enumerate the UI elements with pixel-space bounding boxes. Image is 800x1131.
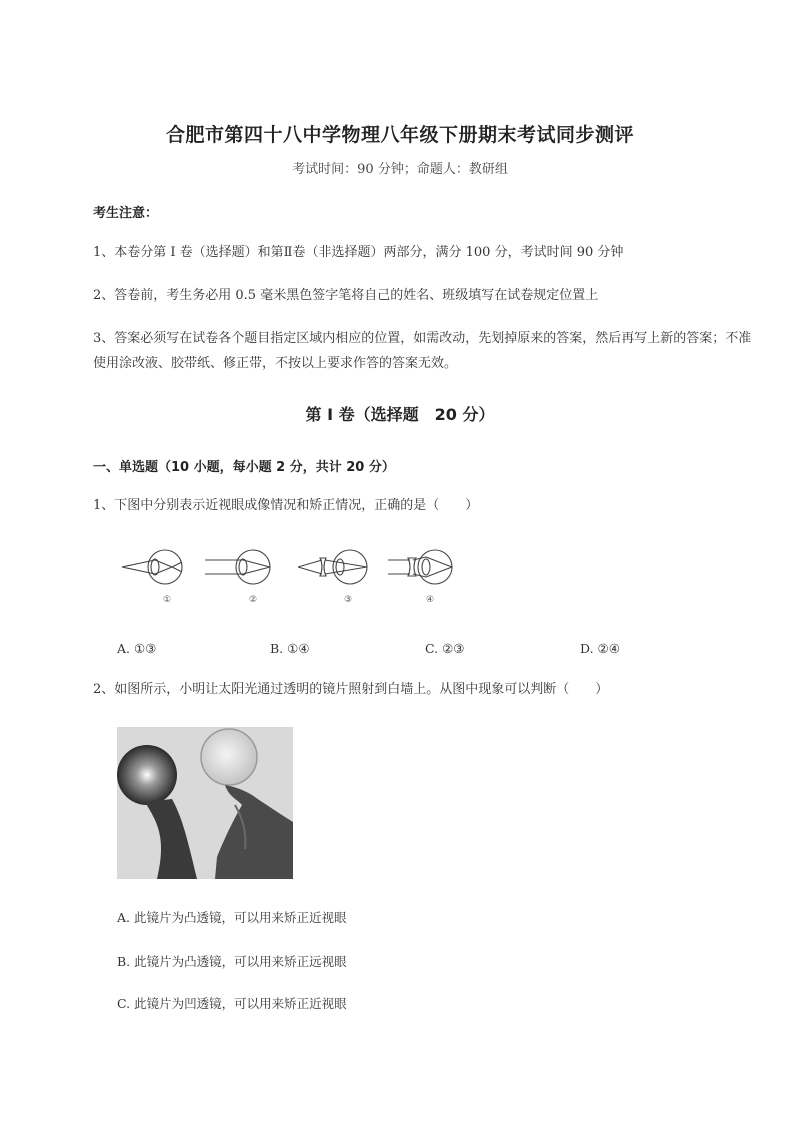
figure-label-3: ③ bbox=[343, 595, 353, 605]
figure-label-2: ② bbox=[248, 595, 258, 605]
question-2-stem: 2、如图所示，小明让太阳光通过透明的镜片照射到白墙上。从图中现象可以判断（ ） bbox=[93, 682, 609, 697]
lens-photo-drawing bbox=[117, 727, 293, 879]
q1-option-d: D. ②④ bbox=[580, 641, 620, 656]
eye-4-icon bbox=[388, 550, 452, 584]
q1-option-a: A. ①③ bbox=[117, 641, 157, 656]
lens-photo bbox=[117, 727, 293, 879]
figure-label-1: ① bbox=[162, 595, 172, 605]
q2-option-c: C. 此镜片为凹透镜，可以用来矫正近视眼 bbox=[117, 996, 347, 1011]
q1-option-c: C. ②③ bbox=[425, 641, 465, 656]
q2-option-b: B. 此镜片为凸透镜，可以用来矫正远视眼 bbox=[117, 954, 347, 969]
notice-item-3: 3、答案必须写在试卷各个题目指定区域内相应的位置，如需改动，先划掉原来的答案，然后再写上新的答案；不准使用涂改液、胶带纸、修正带，不按以上要求作答的答案无效。 bbox=[93, 331, 752, 371]
figure-label-4: ④ bbox=[425, 595, 435, 605]
q2-option-a: A. 此镜片为凸透镜，可以用来矫正近视眼 bbox=[117, 910, 347, 925]
exam-info: 考试时间：90 分钟；命题人：教研组 bbox=[292, 162, 508, 177]
notice-heading: 考生注意： bbox=[93, 206, 159, 221]
eye-1-icon bbox=[122, 550, 182, 584]
eye-diagram-figure bbox=[110, 545, 460, 607]
q1-option-b: B. ①④ bbox=[270, 641, 310, 656]
question-1-stem: 1、下图中分别表示近视眼成像情况和矫正情况，正确的是（ ） bbox=[93, 498, 479, 513]
eye-2-icon bbox=[205, 550, 270, 584]
notice-item-2: 2、答卷前，考生务必用 0.5 毫米黑色签字笔将自己的姓名、班级填写在试卷规定位置上 bbox=[93, 288, 599, 303]
page-title: 合肥市第四十八中学物理八年级下册期末考试同步测评 bbox=[165, 124, 634, 146]
eye-3-icon bbox=[298, 550, 367, 584]
section-title: 第 I 卷（选择题 20 分） bbox=[305, 405, 495, 424]
notice-item-1: 1、本卷分第 I 卷（选择题）和第Ⅱ卷（非选择题）两部分，满分 100 分，考试时间 90 分钟 bbox=[93, 245, 624, 260]
part-heading: 一、单选题（10 小题，每小题 2 分，共计 20 分） bbox=[93, 460, 395, 475]
